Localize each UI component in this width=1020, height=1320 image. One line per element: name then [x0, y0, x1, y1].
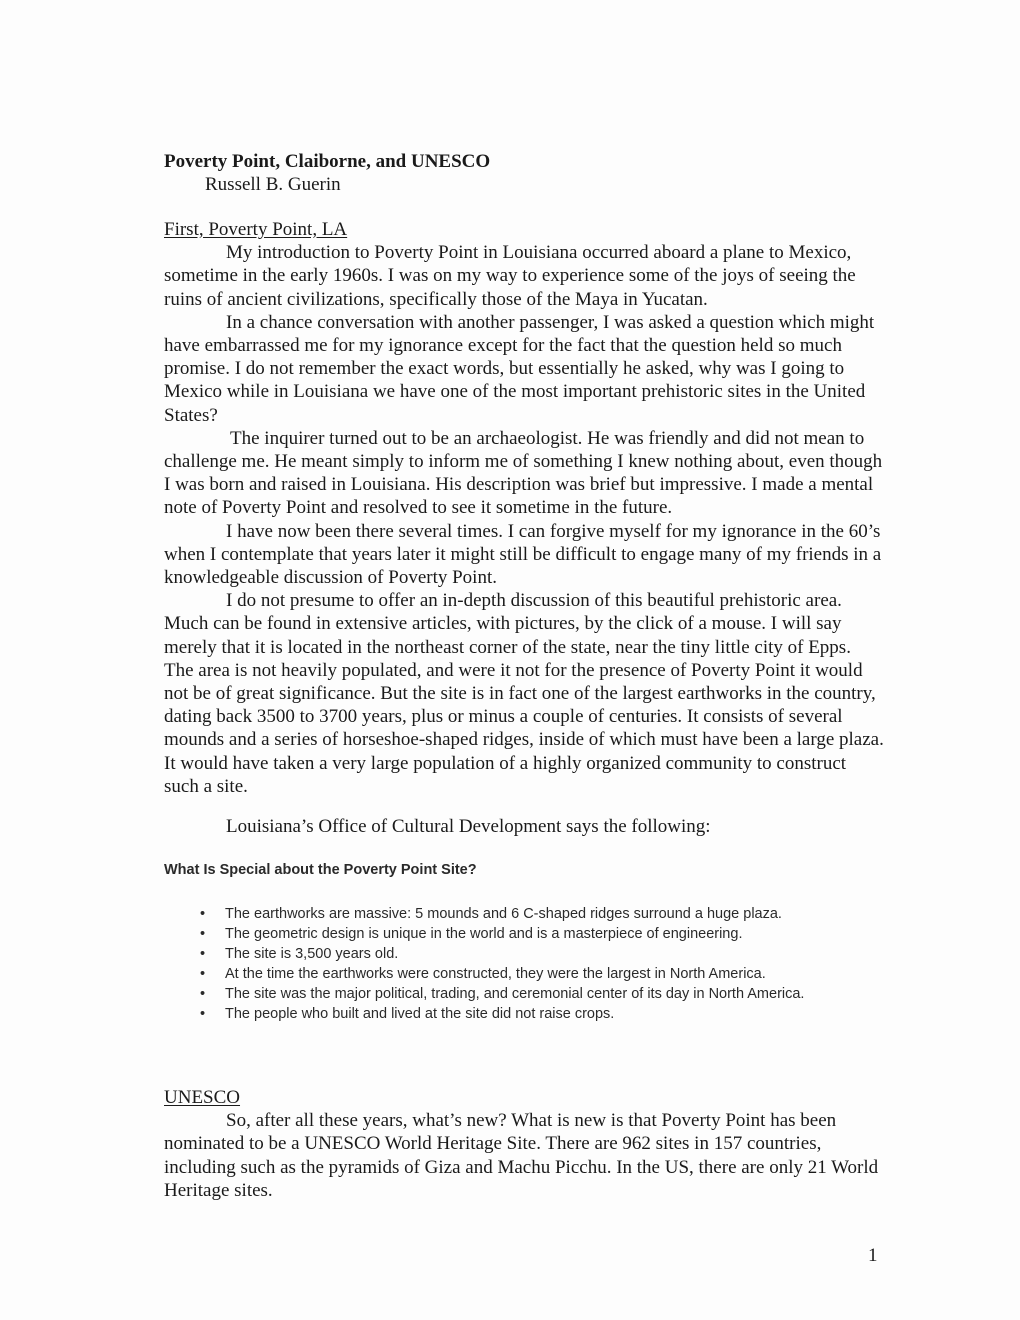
paragraph-unesco: So, after all these years, what’s new? What is new is that Poverty Point has been nominated to be a UNESCO World Heritage Site. There are 962 sites in 157 countries, including such as the pyramids of Giza and Machu Picchu. In the US, there are only 21 World Heritage sites. [164, 1110, 879, 1201]
bullet-icon: • [200, 906, 206, 922]
special-list-heading: What Is Special about the Poverty Point Site? [164, 862, 477, 878]
list-item-text: The geometric design is unique in the world and is a masterpiece of engineering. [225, 926, 743, 942]
list-item [200, 984, 880, 1004]
special-list [200, 904, 880, 1024]
bullet-icon: • [200, 946, 206, 962]
list-item-text: At the time the earthworks were constructed, they were the largest in North America. [225, 966, 766, 982]
bullet-icon: • [200, 966, 206, 982]
bullet-icon: • [200, 986, 206, 1002]
document-author: Russell B. Guerin [205, 174, 341, 195]
paragraph-conversation: In a chance conversation with another passenger, I was asked a question which might have embarrassed me for my ignorance except for the fact that the question held so much promise. I do not remember the exact words, but essentially he asked, why was I going to Mexico while in Louisiana we have one of the most important prehistoric sites in the United States? [164, 311, 875, 426]
paragraph-archaeologist: The inquirer turned out to be an archaeologist. He was friendly and did not mean to challenge me. He meant simply to inform me of something I knew nothing about, even though I was born and raised in Louisiana. His description was brief but impressive. I made a mental note of Poverty Point and resolved to see it sometime in the future. [164, 427, 883, 519]
list-item [200, 924, 880, 944]
section-poverty-point [164, 218, 884, 798]
paragraph-introduction: My introduction to Poverty Point in Louisiana occurred aboard a plane to Mexico, sometime in the early 1960s. I was on my way to experience some of the joys of seeing the ruins of ancient civilizations, specifically those of the Maya in Yucatan. [164, 242, 856, 310]
section-heading-unesco: UNESCO [164, 1087, 241, 1108]
bullet-icon: • [200, 926, 206, 942]
section-heading-poverty-point: First, Poverty Point, LA [164, 219, 348, 240]
list-item-text: The site is 3,500 years old. [225, 946, 399, 962]
list-item-text: The earthworks are massive: 5 mounds and 6 C-shaped ridges surround a huge plaza. [225, 906, 782, 922]
list-item [200, 1004, 880, 1024]
page-number: 1 [868, 1245, 878, 1266]
list-item [200, 964, 880, 984]
office-quote-intro: Louisiana’s Office of Cultural Development says the following: [226, 816, 711, 837]
list-item-text: The site was the major political, trading, and ceremonial center of its day in North America. [225, 986, 805, 1002]
list-item [200, 944, 880, 964]
list-item-text: The people who built and lived at the site did not raise crops. [225, 1006, 615, 1022]
paragraph-site-description: I do not presume to offer an in-depth discussion of this beautiful prehistoric area. Much can be found in extensive articles, with pictures, by the click of a mouse. I will say merely that it is located in the northeast corner of the state, near the tiny little city of Epps. The area is not heavily populated, and were it not for the presence of Poverty Point it would not be of great significance. But the site is in fact one of the largest earthworks in the country, dating back 3500 to 3700 years, plus or minus a couple of centuries. It consists of several mounds and a series of horseshoe-shaped ridges, inside of which must have been a large plaza. It would have taken a very large population of a highly organized community to construct such a site. [164, 590, 884, 797]
paragraph-visits: I have now been there several times. I can forgive myself for my ignorance in the 60’s when I contemplate that years later it might still be difficult to engage many of my friends in a knowledgeable discussion of Poverty Point. [164, 520, 882, 589]
bullet-icon: • [200, 1006, 206, 1022]
list-item [200, 904, 880, 924]
document-title: Poverty Point, Claiborne, and UNESCO [164, 151, 491, 172]
section-unesco [164, 1086, 884, 1202]
